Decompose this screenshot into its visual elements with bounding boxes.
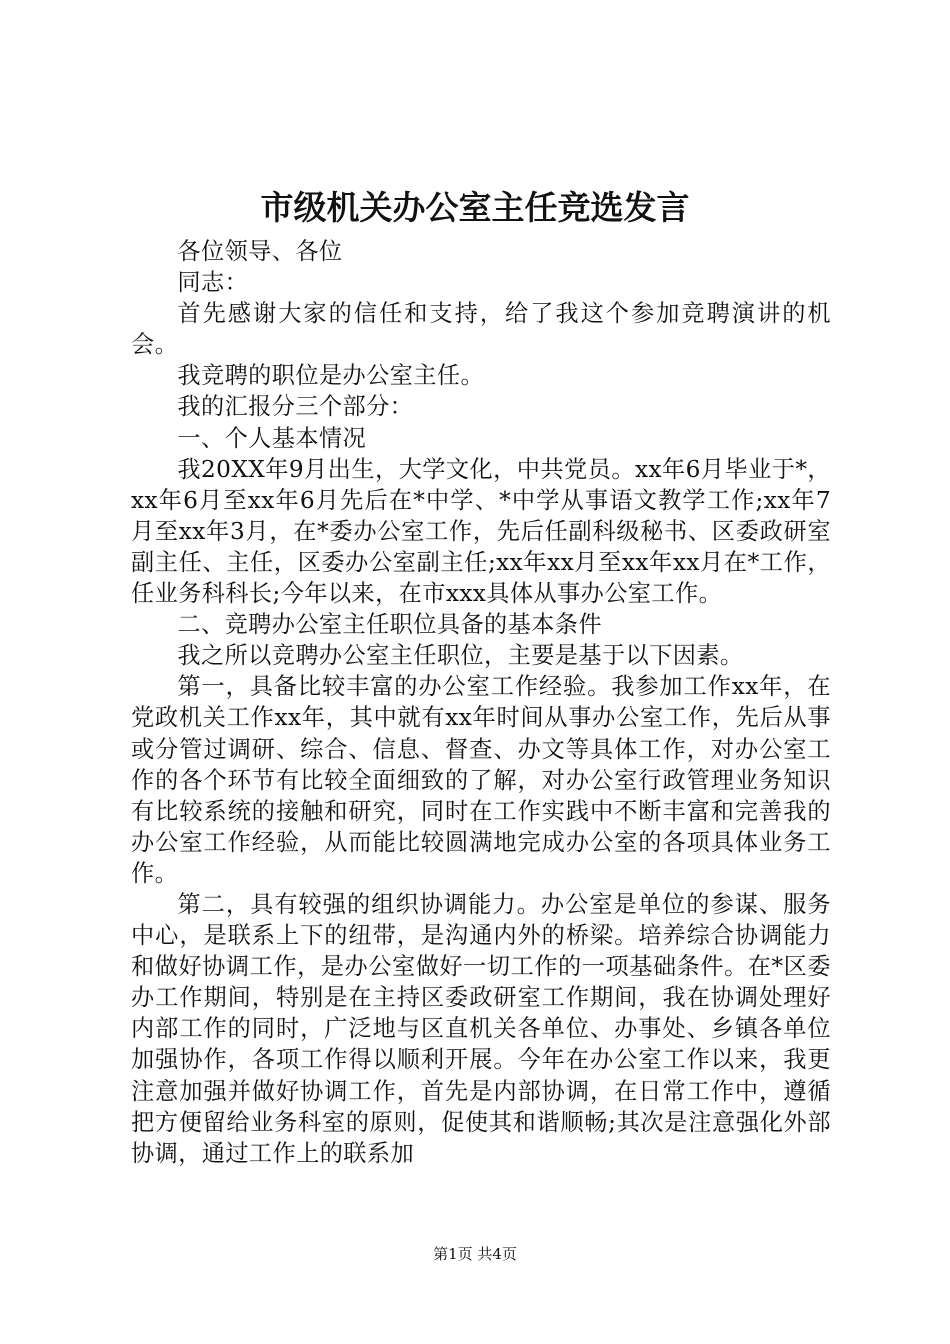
paragraph-position: 我竞聘的职位是办公室主任。 [177, 362, 485, 390]
page-footer: 第1页 共4页 [433, 1245, 517, 1263]
paragraph-reasons-intro: 我之所以竞聘办公室主任职位，主要是基于以下因素。 [177, 642, 744, 670]
section-heading-1: 一、个人基本情况 [177, 424, 367, 452]
document-title: 市级机关办公室主任竞选发言 [260, 188, 690, 227]
paragraph-outline: 我的汇报分三个部分： [177, 393, 414, 421]
paragraph-salutation-1: 各位领导、各位 [177, 238, 343, 265]
paragraph-salutation-2: 同志： [177, 269, 249, 297]
paragraph-thanks: 首先感谢大家的信任和支持，给了我这个参加竞聘演讲的机会。 [131, 300, 831, 359]
paragraph-reason-2: 第二，具有较强的组织协调能力。办公室是单位的参谋、服务中心，是联系上下的纽带，是沟通内外的桥梁。培养综合协调能力和做好协调工作，是办公室做好一切工作的一项基础条件。在*区委办工作期间，特别是在主持区委政研室工作期间，我在协调处理好内部工作的同时，广泛地与区直机关各单位、办事处、乡镇各单位加强协作，各项工作得以顺利开展。今年在办公室工作以来，我更注意加强并做好协调工作，首先是内部协调，在日常工作中，遵循把方便留给业务科室的原则，促使其和谐顺畅;其次是注意强化外部协调，通过工作上的联系加 [131, 890, 831, 1167]
document-body [131, 236, 831, 1169]
section-heading-2: 二、竞聘办公室主任职位具备的基本条件 [177, 611, 602, 639]
paragraph-background: 我20XX年9月出生，大学文化，中共党员。xx年6月毕业于*，xx年6月至xx年6月先后在*中学、*中学从事语文教学工作;xx年7月至xx年3月，在*委办公室工作，先后任副科级秘书、区委政研室副主任、主任，区委办公室副主任;xx年xx月至xx年xx月在*工作，任业务科科长;今年以来，在市xxx具体从事办公室工作。 [131, 455, 831, 608]
paragraph-reason-1: 第一，具备比较丰富的办公室工作经验。我参加工作xx年，在党政机关工作xx年，其中就有xx年时间从事办公室工作，先后从事或分管过调研、综合、信息、督查、办文等具体工作，对办公室工作的各个环节有比较全面细致的了解，对办公室行政管理业务知识有比较系统的接触和研究，同时在工作实践中不断丰富和完善我的办公室工作经验，从而能比较圆满地完成办公室的各项具体业务工作。 [131, 673, 831, 887]
